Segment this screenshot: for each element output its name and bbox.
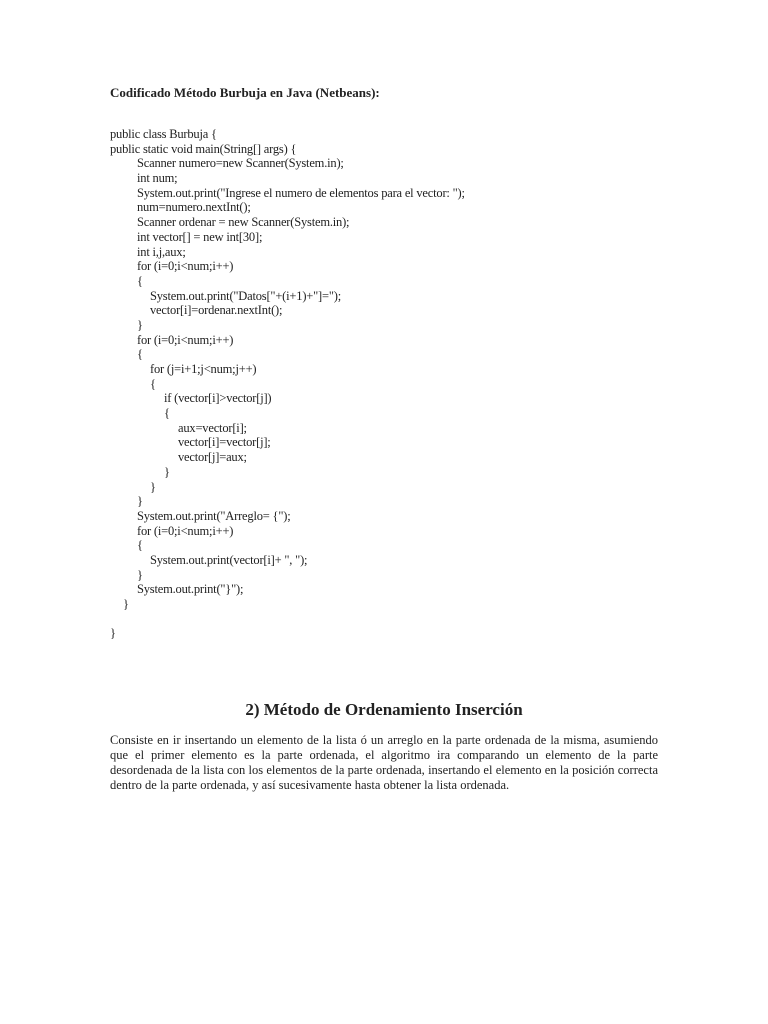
- code-line: }: [137, 317, 143, 332]
- code-line: }: [110, 626, 116, 641]
- code-line: vector[i]=vector[j];: [178, 435, 271, 450]
- code-line: int i,j,aux;: [137, 244, 186, 259]
- code-line: Scanner numero=new Scanner(System.in);: [137, 156, 344, 171]
- code-line: int vector[] = new int[30];: [137, 229, 263, 244]
- section-title: 2) Método de Ordenamiento Inserción: [245, 700, 523, 719]
- code-line: System.out.print("}");: [137, 582, 244, 597]
- code-block: [110, 127, 465, 641]
- code-line: if (vector[i]>vector[j]): [164, 391, 272, 406]
- code-line: System.out.print("Arreglo= {");: [137, 508, 291, 523]
- code-line: {: [137, 347, 143, 362]
- code-line: num=numero.nextInt();: [137, 200, 251, 215]
- code-line: }: [150, 479, 156, 494]
- code-line: [110, 612, 465, 627]
- code-line: int num;: [137, 171, 178, 186]
- code-line: {: [137, 273, 143, 288]
- code-line: aux=vector[i];: [178, 420, 247, 435]
- code-line: }: [123, 597, 129, 611]
- code-line: Scanner ordenar = new Scanner(System.in);: [137, 215, 350, 230]
- code-line: {: [150, 376, 156, 391]
- code-line: }: [137, 494, 143, 509]
- code-line: vector[j]=aux;: [178, 450, 247, 465]
- code-line: System.out.print(vector[i]+ ", ");: [150, 552, 308, 567]
- code-line: }: [137, 567, 143, 582]
- code-line: vector[i]=ordenar.nextInt();: [150, 303, 283, 318]
- code-line: System.out.print("Ingrese el numero de elementos para el vector: ");: [137, 185, 465, 200]
- code-line: for (j=i+1;j<num;j++): [150, 362, 257, 376]
- code-line: for (i=0;i<num;i++): [137, 523, 234, 538]
- code-heading: Codificado Método Burbuja en Java (Netbeans):: [110, 85, 380, 100]
- code-line: }: [164, 464, 170, 479]
- code-line: for (i=0;i<num;i++): [137, 332, 234, 347]
- code-line: {: [164, 406, 170, 421]
- code-line: {: [137, 538, 143, 553]
- code-line: System.out.print("Datos["+(i+1)+"]=");: [150, 288, 341, 303]
- code-line: public class Burbuja {: [110, 127, 217, 141]
- code-line: for (i=0;i<num;i++): [137, 259, 234, 274]
- section-paragraph: Consiste en ir insertando un elemento de la lista ó un arreglo en la parte ordenada de la misma, asumiendo que el primer elemento es la parte ordenada, el algoritmo ira comparando un elemento de la parte desordenada de la lista con los elementos de la parte ordenada, insertando el elemento en la posición correcta dentro de la parte ordenada, y así sucesivamente hasta obtener la lista ordenada.: [110, 733, 658, 792]
- code-line: public static void main(String[] args) {: [110, 141, 297, 156]
